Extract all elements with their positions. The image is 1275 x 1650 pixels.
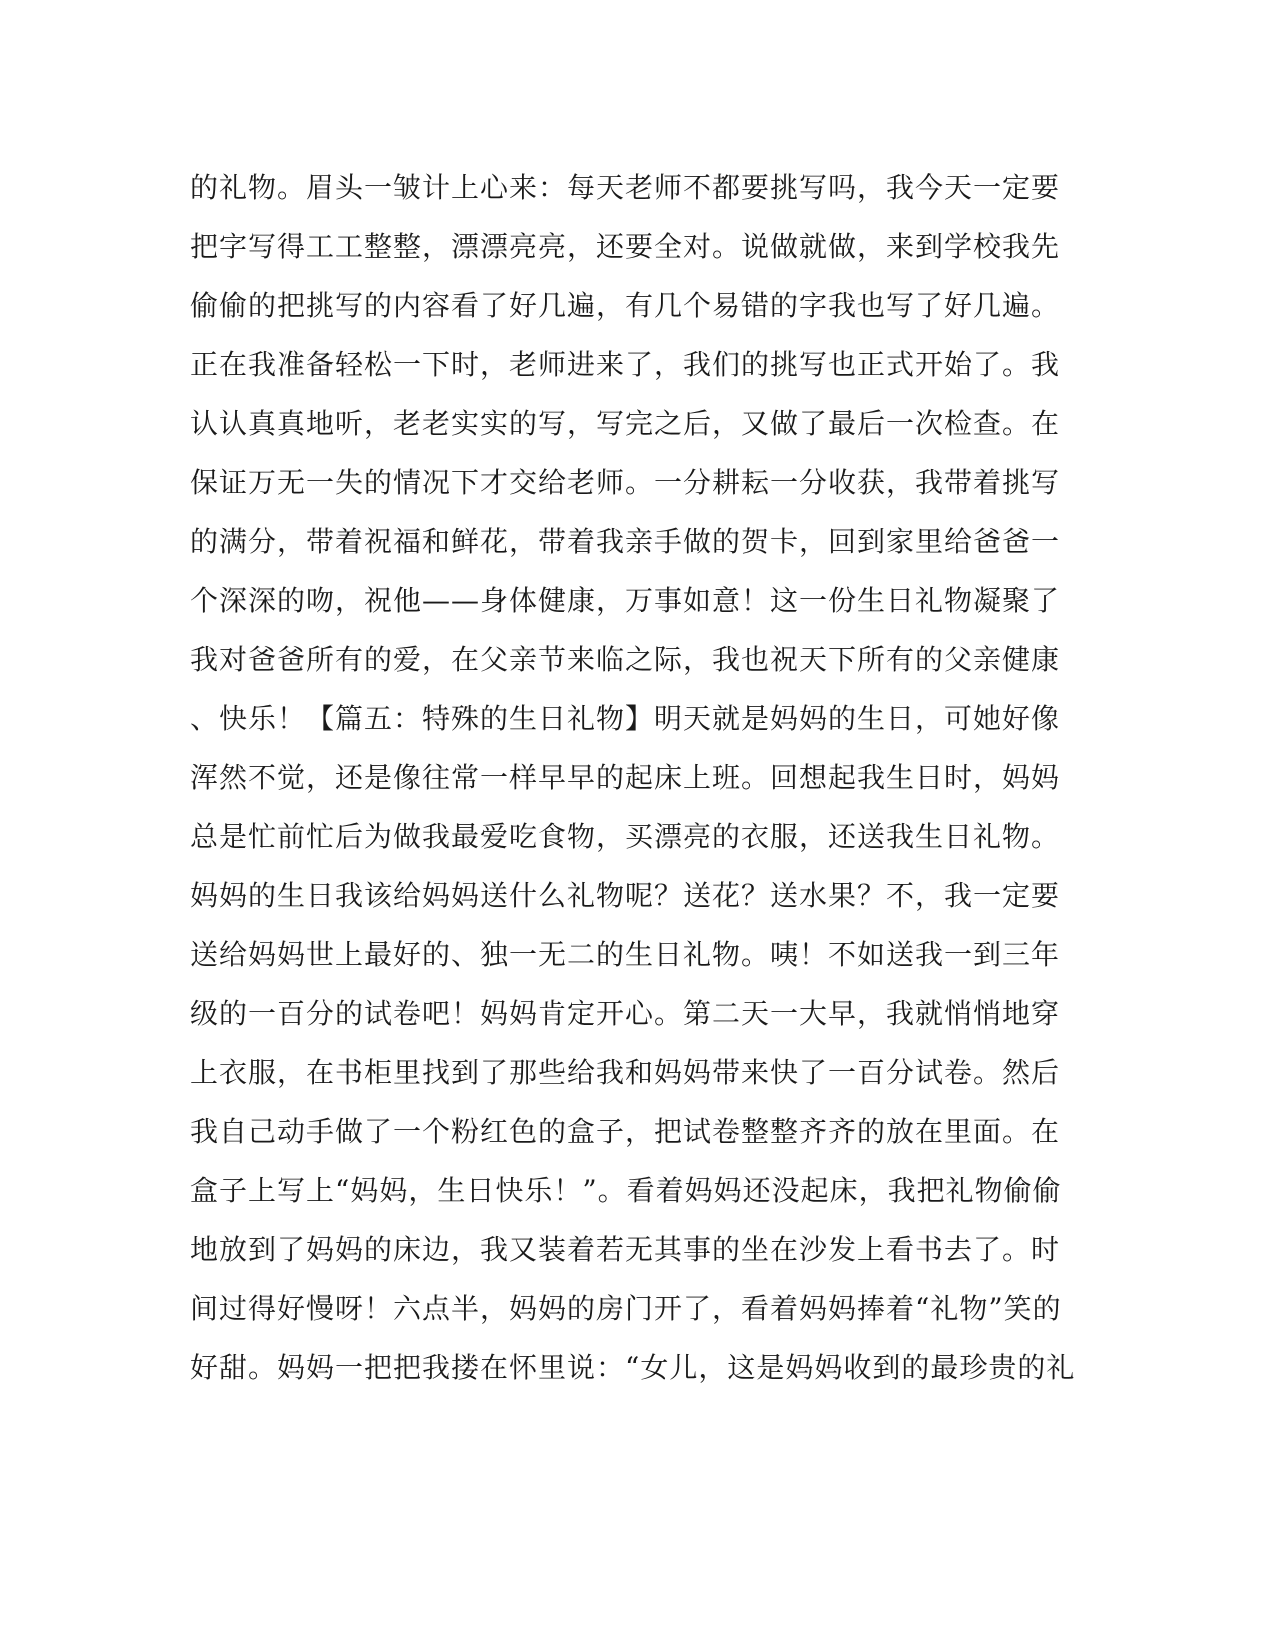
text-line: 盒子上写上“妈妈，生日快乐！”。看着妈妈还没起床，我把礼物偷偷 bbox=[190, 1174, 1062, 1207]
text-line: 认认真真地听，老老实实的写，写完之后，又做了最后一次检查。在 bbox=[190, 407, 1061, 440]
text-line: 上衣服，在书柜里找到了那些给我和妈妈带来快了一百分试卷。然后 bbox=[190, 1056, 1061, 1089]
text-line: 把字写得工工整整，漂漂亮亮，还要全对。说做就做，来到学校我先 bbox=[190, 230, 1061, 263]
text-line: 偷偷的把挑写的内容看了好几遍，有几个易错的字我也写了好几遍。 bbox=[190, 289, 1061, 322]
text-line: 的礼物。眉头一皱计上心来：每天老师不都要挑写吗，我今天一定要 bbox=[190, 171, 1061, 204]
text-line: 正在我准备轻松一下时，老师进来了，我们的挑写也正式开始了。我 bbox=[190, 348, 1061, 381]
text-line: 的满分，带着祝福和鲜花，带着我亲手做的贺卡，回到家里给爸爸一 bbox=[190, 525, 1061, 558]
text-line: 妈妈的生日我该给妈妈送什么礼物呢？送花？送水果？不，我一定要 bbox=[190, 879, 1061, 912]
text-line: 我自己动手做了一个粉红色的盒子，把试卷整整齐齐的放在里面。在 bbox=[190, 1115, 1061, 1148]
text-line: 、快乐！【篇五：特殊的生日礼物】明天就是妈妈的生日，可她好像 bbox=[190, 702, 1061, 735]
text-line: 间过得好慢呀！六点半，妈妈的房门开了，看着妈妈捧着“礼物”笑的 bbox=[190, 1292, 1062, 1325]
text-line: 好甜。妈妈一把把我搂在怀里说：“女儿，这是妈妈收到的最珍贵的礼 bbox=[190, 1351, 1076, 1384]
body-text bbox=[190, 158, 1090, 1397]
text-line: 个深深的吻，祝他——身体健康，万事如意！这一份生日礼物凝聚了 bbox=[190, 584, 1061, 617]
text-line: 级的一百分的试卷吧！妈妈肯定开心。第二天一大早，我就悄悄地穿 bbox=[190, 997, 1061, 1030]
text-line: 地放到了妈妈的床边，我又装着若无其事的坐在沙发上看书去了。时 bbox=[190, 1233, 1061, 1266]
text-line: 我对爸爸所有的爱，在父亲节来临之际，我也祝天下所有的父亲健康 bbox=[190, 643, 1061, 676]
text-line: 送给妈妈世上最好的、独一无二的生日礼物。咦！不如送我一到三年 bbox=[190, 938, 1061, 971]
text-line: 保证万无一失的情况下才交给老师。一分耕耘一分收获，我带着挑写 bbox=[190, 466, 1061, 499]
text-line: 总是忙前忙后为做我最爱吃食物，买漂亮的衣服，还送我生日礼物。 bbox=[190, 820, 1061, 853]
text-line: 浑然不觉，还是像往常一样早早的起床上班。回想起我生日时，妈妈 bbox=[190, 761, 1061, 794]
